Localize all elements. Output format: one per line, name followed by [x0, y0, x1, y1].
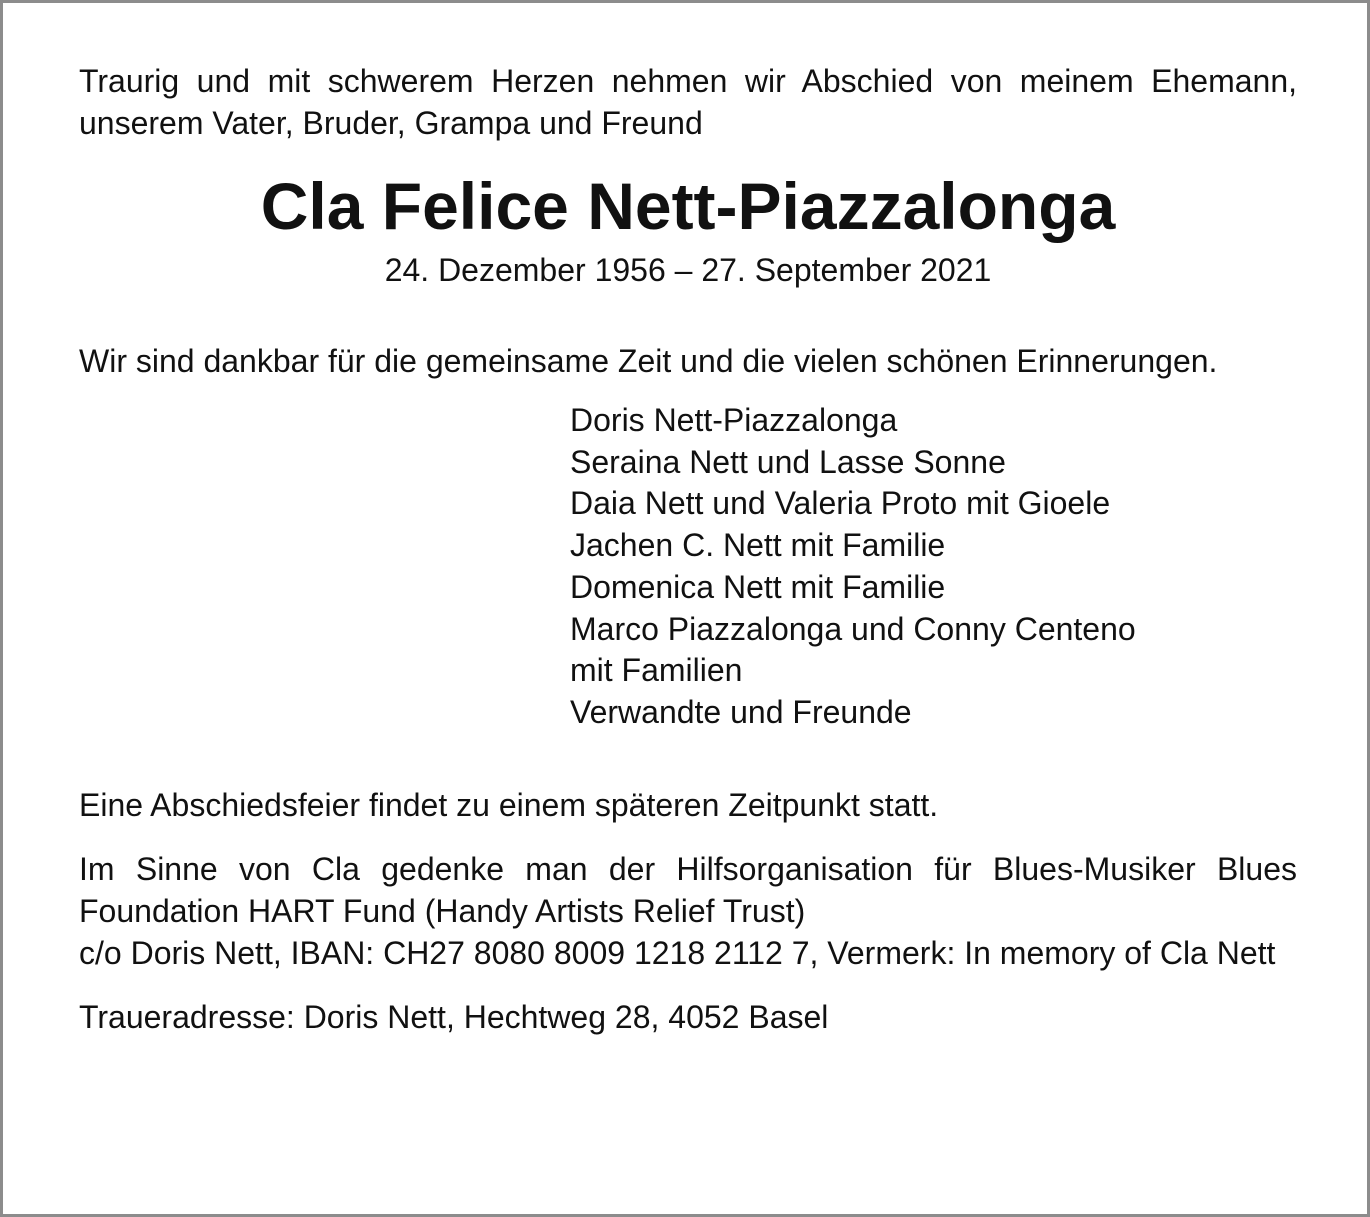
mourners-list [570, 400, 1297, 734]
mourner-item: Jachen C. Nett mit Familie [570, 527, 946, 564]
obituary-content [79, 60, 1297, 1038]
mourner-item: Verwandte und Freunde [570, 693, 912, 730]
mourner-item: mit Familien [570, 652, 743, 689]
mourning-address: Traueradresse: Doris Nett, Hechtweg 28, 4052 Basel [79, 998, 829, 1035]
donation-line-1: Im Sinne von Cla gedenke man der Hilfsorganisation für Blues-Musiker Blues Foundation HART Fund (Handy Artists Relief Trust) [79, 850, 1297, 929]
donation-notice [79, 848, 1297, 974]
mourner-item: Domenica Nett mit Familie [570, 568, 946, 605]
deceased-name: Cla Felice Nett-Piazzalonga [260, 169, 1116, 243]
mourner-item: Daia Nett und Valeria Proto mit Gioele [570, 485, 1111, 522]
life-dates: 24. Dezember 1956 – 27. September 2021 [384, 252, 992, 288]
intro-text: Traurig und mit schwerem Herzen nehmen wir Abschied von meinem Ehemann, unserem Vater, Bruder, Grampa und Freund [79, 63, 1297, 141]
ceremony-notice: Eine Abschiedsfeier findet zu einem späteren Zeitpunkt statt. [79, 786, 939, 823]
mourner-item: Marco Piazzalonga und Conny Centeno [570, 610, 1136, 647]
mourner-item: Seraina Nett und Lasse Sonne [570, 443, 1006, 480]
donation-line-2: c/o Doris Nett, IBAN: CH27 8080 8009 1218 2112 7, Vermerk: In memory of Cla Nett [79, 934, 1276, 971]
thanks-text: Wir sind dankbar für die gemeinsame Zeit und die vielen schönen Erinnerungen. [79, 343, 1218, 379]
mourner-item: Doris Nett-Piazzalonga [570, 402, 898, 438]
